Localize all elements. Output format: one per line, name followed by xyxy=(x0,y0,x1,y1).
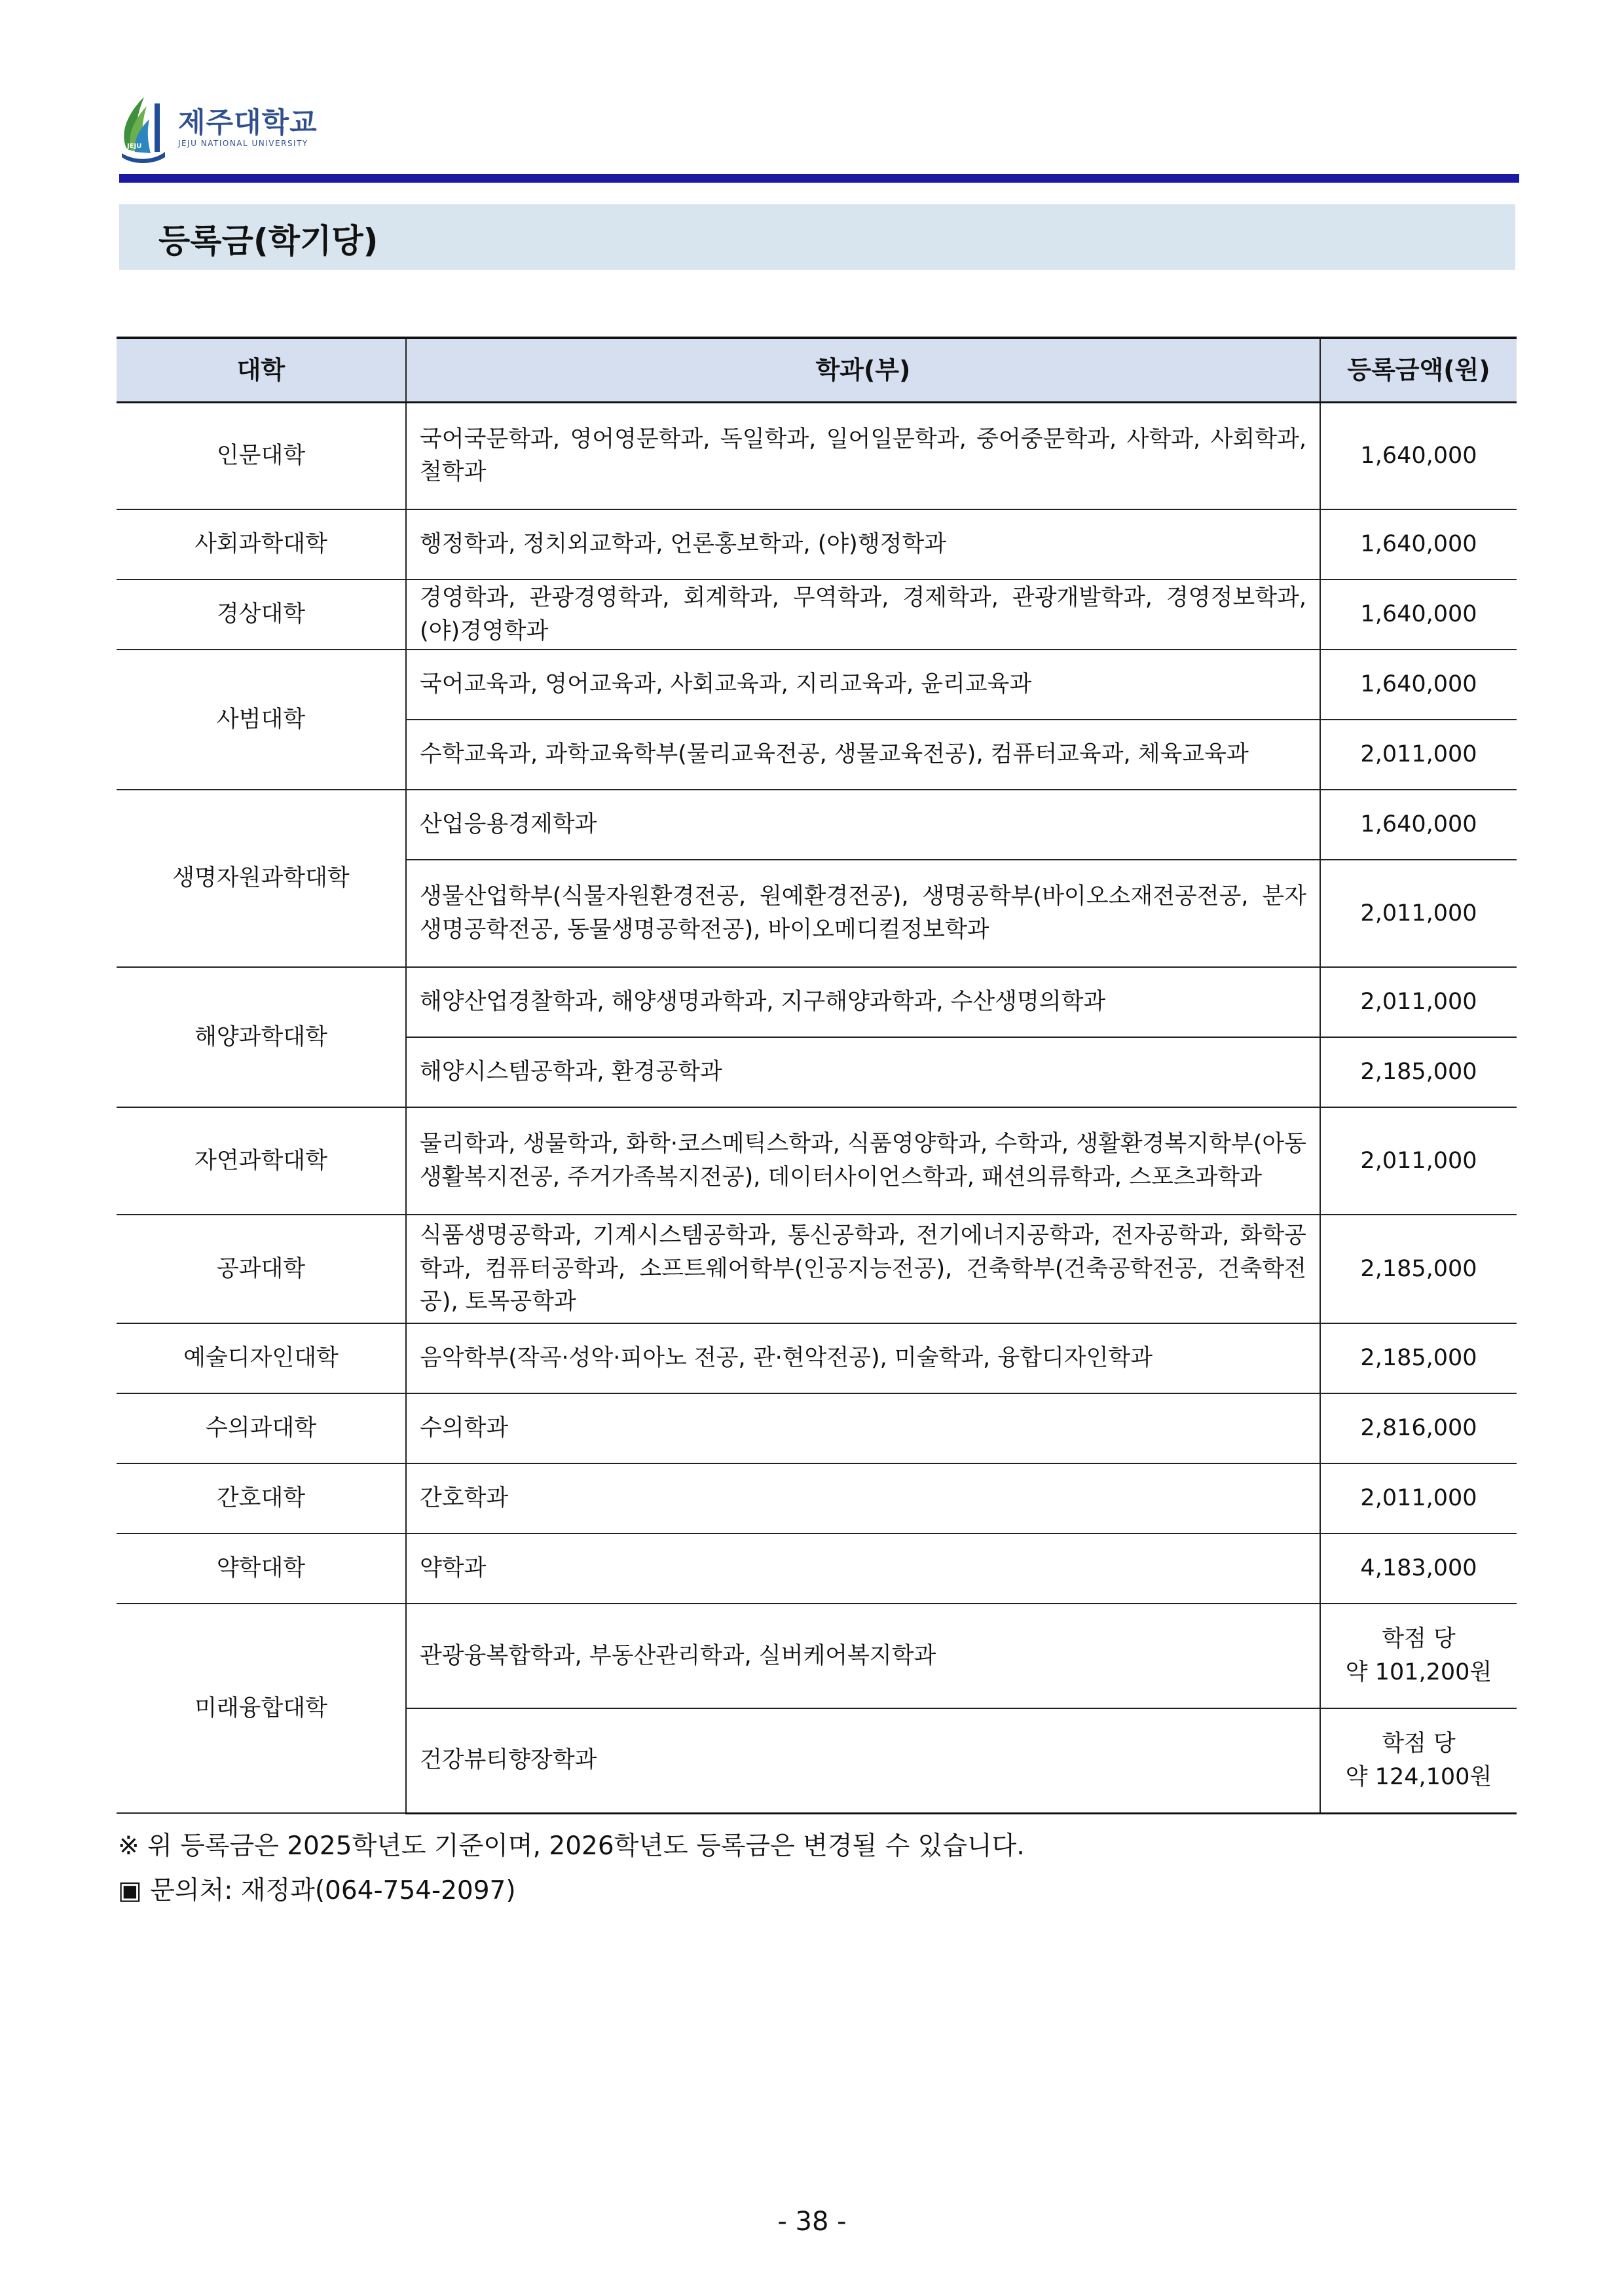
fee-cell: 학점 당 약 101,200원 xyxy=(1320,1604,1517,1708)
fee-cell: 1,640,000 xyxy=(1320,650,1517,720)
fee-cell: 1,640,000 xyxy=(1320,790,1517,860)
department-cell: 국어교육과, 영어교육과, 사회교육과, 지리교육과, 윤리교육과 xyxy=(406,650,1320,720)
table-row xyxy=(117,1463,1517,1533)
fee-cell: 2,011,000 xyxy=(1320,1463,1517,1533)
university-english-name: JEJU NATIONAL UNIVERSITY xyxy=(178,139,308,148)
table-row xyxy=(117,1107,1517,1215)
department-cell: 관광융복합학과, 부동산관리학과, 실버케어복지학과 xyxy=(406,1604,1320,1708)
university-name: 제주대학교 xyxy=(178,107,318,139)
fee-cell: 2,011,000 xyxy=(1320,967,1517,1037)
department-cell: 음악학부(작곡·성악·피아노 전공, 관·현악전공), 미술학과, 융합디자인학과 xyxy=(406,1323,1320,1393)
header-divider xyxy=(119,174,1519,183)
fee-cell: 1,640,000 xyxy=(1320,402,1517,509)
fee-cell: 2,185,000 xyxy=(1320,1037,1517,1107)
tuition-table xyxy=(117,337,1517,1814)
table-row xyxy=(117,790,1517,860)
department-cell: 산업응용경제학과 xyxy=(406,790,1320,860)
section-header xyxy=(119,204,1515,270)
department-cell: 국어국문학과, 영어영문학과, 독일학과, 일어일문학과, 중어중문학과, 사학과, 사회학과, 철학과 xyxy=(406,402,1320,509)
table-row xyxy=(117,509,1517,579)
table-row xyxy=(117,402,1517,509)
department-cell: 물리학과, 생물학과, 화학·코스메틱스학과, 식품영양학과, 수학과, 생활환경복지학부(아동생활복지전공, 주거가족복지전공), 데이터사이언스학과, 패션의류학과, 스포츠과학과 xyxy=(406,1107,1320,1215)
fee-cell: 2,011,000 xyxy=(1320,720,1517,790)
table-row xyxy=(117,650,1517,720)
fee-cell: 2,011,000 xyxy=(1320,1107,1517,1215)
section-title: 등록금(학기당) xyxy=(158,222,378,260)
table-row xyxy=(117,579,1517,650)
college-cell: 공과대학 xyxy=(117,1215,406,1323)
table-row xyxy=(117,1323,1517,1393)
college-cell: 자연과학대학 xyxy=(117,1107,406,1215)
page-number: - 38 - xyxy=(777,2207,847,2237)
college-cell: 사범대학 xyxy=(117,650,406,790)
university-emblem-icon xyxy=(118,92,170,164)
header-department: 학과(부) xyxy=(406,338,1320,402)
tuition-note: ※ 위 등록금은 2025학년도 기준이며, 2026학년도 등록금은 변경될 수 있습니다. xyxy=(118,1831,1025,1861)
header-college: 대학 xyxy=(117,338,406,402)
department-cell: 해양산업경찰학과, 해양생명과학과, 지구해양과학과, 수산생명의학과 xyxy=(406,967,1320,1037)
college-cell: 해양과학대학 xyxy=(117,967,406,1107)
college-cell: 미래융합대학 xyxy=(117,1604,406,1813)
college-cell: 생명자원과학대학 xyxy=(117,790,406,967)
table-row xyxy=(117,1393,1517,1463)
department-cell: 간호학과 xyxy=(406,1463,1320,1533)
notes xyxy=(118,1833,1025,1922)
table-row xyxy=(117,1533,1517,1604)
fee-cell: 학점 당 약 124,100원 xyxy=(1320,1708,1517,1813)
college-cell: 약학대학 xyxy=(117,1533,406,1604)
fee-cell: 4,183,000 xyxy=(1320,1533,1517,1604)
department-cell: 식품생명공학과, 기계시스템공학과, 통신공학과, 전기에너지공학과, 전자공학과, 화학공학과, 컴퓨터공학과, 소프트웨어학부(인공지능전공), 건축학부(건축공학전공, 건축학전공), 토목공학과 xyxy=(406,1215,1320,1323)
fee-cell: 2,185,000 xyxy=(1320,1323,1517,1393)
college-cell: 사회과학대학 xyxy=(117,509,406,579)
table-row xyxy=(117,1215,1517,1323)
department-cell: 행정학과, 정치외교학과, 언론홍보학과, (야)행정학과 xyxy=(406,509,1320,579)
college-cell: 인문대학 xyxy=(117,402,406,509)
svg-text:JEJU: JEJU xyxy=(127,143,142,150)
table-row xyxy=(117,1604,1517,1708)
college-cell: 경상대학 xyxy=(117,579,406,650)
department-cell: 해양시스템공학과, 환경공학과 xyxy=(406,1037,1320,1107)
table-row xyxy=(117,967,1517,1037)
fee-cell: 2,185,000 xyxy=(1320,1215,1517,1323)
department-cell: 수학교육과, 과학교육학부(물리교육전공, 생물교육전공), 컴퓨터교육과, 체육교육과 xyxy=(406,720,1320,790)
header-fee: 등록금액(원) xyxy=(1320,338,1517,402)
department-cell: 생물산업학부(식물자원환경전공, 원예환경전공), 생명공학부(바이오소재전공전공, 분자생명공학전공, 동물생명공학전공), 바이오메디컬정보학과 xyxy=(406,860,1320,967)
fee-cell: 2,816,000 xyxy=(1320,1393,1517,1463)
department-cell: 약학과 xyxy=(406,1533,1320,1604)
fee-cell: 2,011,000 xyxy=(1320,860,1517,967)
table-header-row xyxy=(117,338,1517,402)
college-cell: 예술디자인대학 xyxy=(117,1323,406,1393)
department-cell: 건강뷰티향장학과 xyxy=(406,1708,1320,1813)
fee-cell: 1,640,000 xyxy=(1320,579,1517,650)
contact-note: ▣ 문의처: 재정과(064-754-2097) xyxy=(118,1876,516,1905)
department-cell: 수의학과 xyxy=(406,1393,1320,1463)
fee-cell: 1,640,000 xyxy=(1320,509,1517,579)
department-cell: 경영학과, 관광경영학과, 회계학과, 무역학과, 경제학과, 관광개발학과, 경영정보학과, (야)경영학과 xyxy=(406,579,1320,650)
college-cell: 수의과대학 xyxy=(117,1393,406,1463)
college-cell: 간호대학 xyxy=(117,1463,406,1533)
university-logo xyxy=(118,92,318,164)
